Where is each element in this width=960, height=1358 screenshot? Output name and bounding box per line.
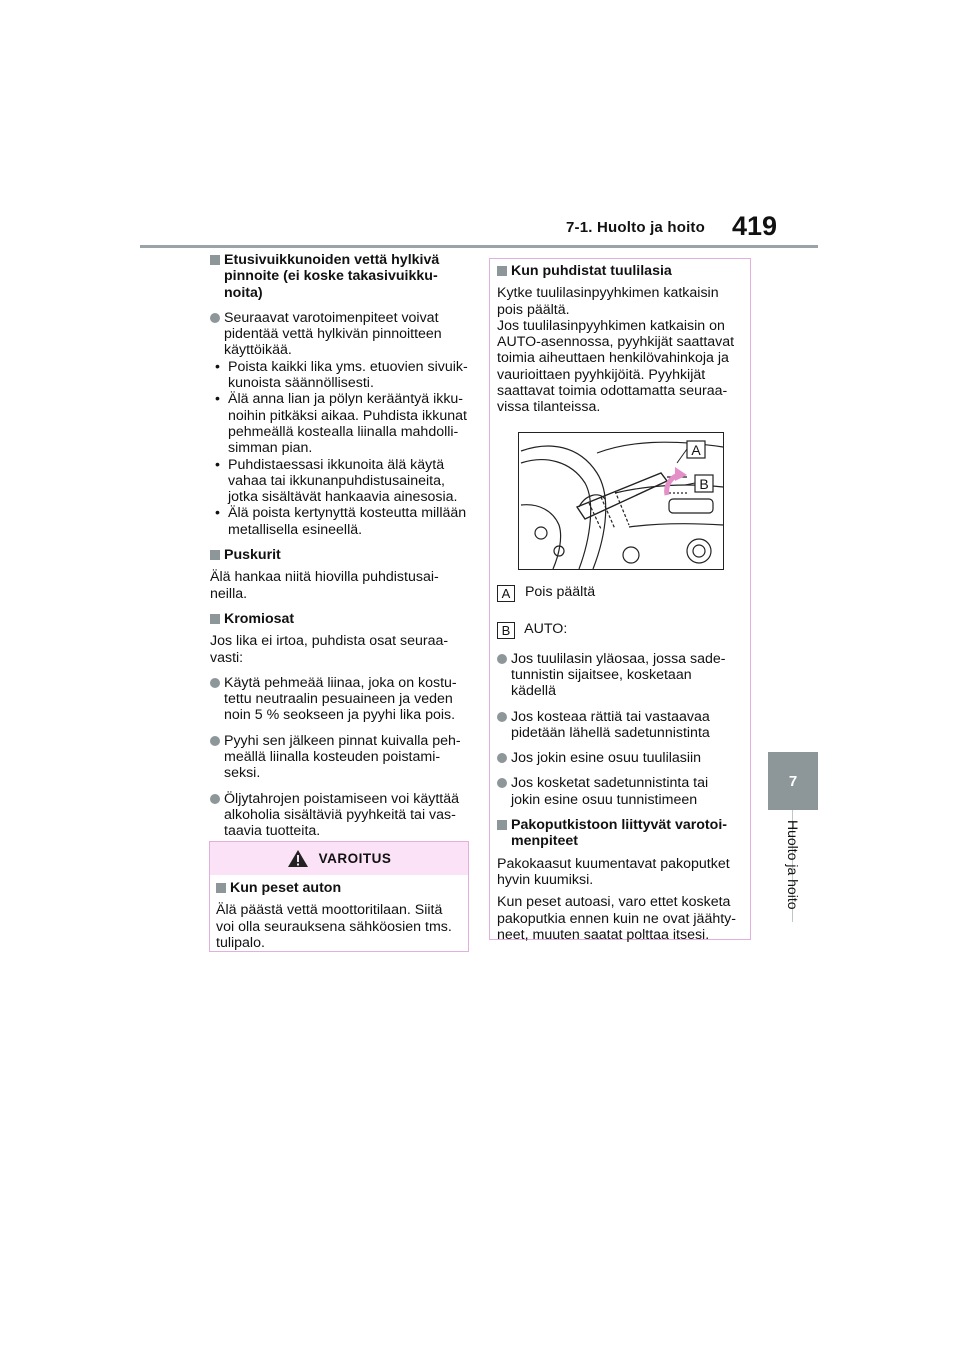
legend-label-box: B <box>497 622 515 639</box>
heading-line: pinnoite (ei koske takasivuikku- <box>224 268 438 285</box>
text-line: seksi. <box>224 765 261 782</box>
warning-title: VAROITUS <box>318 851 392 866</box>
text-line: Jos kosteaa rättiä tai vastaavaa <box>511 708 710 725</box>
bullet-item <box>210 791 468 840</box>
text-line: vissa tilanteissa. <box>497 399 601 416</box>
square-bullet-icon <box>497 266 507 276</box>
bullet-item <box>497 750 742 766</box>
heading-water-repellent <box>210 252 468 301</box>
text-line: Käytä pehmeää liinaa, joka on kostu- <box>224 674 457 691</box>
text-line: kädellä <box>511 683 556 700</box>
text-line: Kytke tuulilasinpyyhkimen katkaisin <box>497 285 719 302</box>
sub-item <box>210 391 468 456</box>
warning-body <box>210 875 468 951</box>
steering-column-drawing <box>519 433 723 569</box>
heading-line: noita) <box>224 284 263 301</box>
left-column <box>210 252 468 840</box>
text-line: Älä poista kertynyttä kosteutta millään <box>228 505 467 522</box>
text-line: alkoholia sisältäviä pyyhkeitä tai vas- <box>224 806 456 823</box>
circle-bullet-icon <box>497 778 507 788</box>
text-line: vaurioittaen pyyhkijöitä. Pyyhkijät <box>497 366 706 383</box>
text-line: noihin pitkäksi aikaa. Puhdista ikkunat <box>228 407 467 424</box>
bullet-item <box>210 675 468 724</box>
text-line: taavia tuotteita. <box>224 823 321 840</box>
heading-line: Kun peset auton <box>230 880 342 896</box>
warning-triangle-icon <box>287 849 309 868</box>
legend-text: Pois päältä <box>524 583 596 600</box>
header-rule <box>140 245 818 248</box>
square-bullet-icon <box>216 883 226 893</box>
text-line: saattavat toimia odottamatta seuraa- <box>497 383 728 400</box>
text-line: kunoista säännöllisesti. <box>228 375 374 392</box>
chapter-side-title: Huolto ja hoito <box>785 820 801 910</box>
square-bullet-icon <box>210 255 220 265</box>
heading-exhaust <box>497 817 742 850</box>
figure-label-b: B <box>699 475 709 492</box>
heading-line: Kromiosat <box>224 610 295 627</box>
text-line: Pakokaasut kuumentavat pakoputket <box>497 855 730 872</box>
bullet-item <box>497 775 742 808</box>
windshield-box <box>489 258 751 943</box>
text-line: neet, muuten saatat polttaa itsesi. <box>497 926 710 943</box>
sub-item <box>210 457 468 506</box>
circle-bullet-icon <box>210 736 220 746</box>
text-line: AUTO-asennossa, pyyhkijät saattavat <box>497 334 735 351</box>
heading-bumpers <box>210 547 468 563</box>
bullet-item <box>210 310 468 359</box>
figure-label-a: A <box>691 441 701 458</box>
square-bullet-icon <box>210 614 220 624</box>
text-line: toimia aiheuttaen henkilövahinkoja ja <box>497 350 729 367</box>
text-line: Jos tuulilasin yläosaa, jossa sade- <box>511 650 726 667</box>
text-line: Öljytahrojen poistamiseen voi käyttää <box>224 790 460 807</box>
small-bullet-icon: • <box>215 358 220 375</box>
section-title: 7-1. Huolto ja hoito <box>566 219 705 236</box>
text-line: Jos lika ei irtoa, puhdista osat seuraa- <box>210 633 449 650</box>
text-line: vasti: <box>210 649 244 666</box>
text-line: Kun peset autoasi, varo ettet kosketa <box>497 894 731 911</box>
heading-chrome <box>210 611 468 627</box>
text-line: vahaa tai ikkunanpuhdistusaineita, <box>228 472 445 489</box>
text-line: jotka sisältävät hankaavia ainesosia. <box>228 489 458 506</box>
text-line: Jos jokin esine osuu tuulilasiin <box>511 750 702 767</box>
circle-bullet-icon <box>497 654 507 664</box>
chapter-side-title-box <box>769 820 817 930</box>
sub-item <box>210 505 468 538</box>
text-line: Puhdistaessasi ikkunoita älä käytä <box>228 456 445 473</box>
warning-header <box>210 842 468 875</box>
sub-item <box>210 359 468 392</box>
text-line: käyttöikää. <box>224 342 292 359</box>
text-line: hyvin kuumiksi. <box>497 871 594 888</box>
text-line: Älä päästä vettä moottoritilaan. Siitä <box>216 902 443 919</box>
warning-box <box>209 841 469 952</box>
text-line: Älä hankaa niitä hiovilla puhdistusai- <box>210 569 439 586</box>
text-line: meällä liinalla kosteuden poistami- <box>224 749 441 766</box>
text-line: voi olla seurauksena sähköosien tms. <box>216 918 452 935</box>
legend-text: AUTO: <box>524 620 568 637</box>
small-bullet-icon: • <box>215 391 220 408</box>
text-line: pidentää vettä hylkivän pinnoitteen <box>224 326 442 343</box>
chapter-tab: 7 <box>768 752 818 810</box>
text-line: pidetään lähellä sadetunnistinta <box>511 724 710 741</box>
circle-bullet-icon <box>497 753 507 763</box>
text-line: tunnistin sijaitsee, kosketaan <box>511 666 692 683</box>
square-bullet-icon <box>210 550 220 560</box>
text-line: Pyyhi sen jälkeen pinnat kuivalla peh- <box>224 732 461 749</box>
circle-bullet-icon <box>210 313 220 323</box>
text-line: neilla. <box>210 585 248 602</box>
text-line: Älä anna lian ja pölyn kerääntyä ikku- <box>228 391 464 408</box>
heading-line: Etusivuikkunoiden vettä hylkivä <box>224 252 440 268</box>
text-line: pakoputkia ennen kuin ne ovat jäähty- <box>497 910 736 927</box>
heading-line: Pakoputkistoon liittyvät varotoi- <box>511 817 727 834</box>
text-line: pois päältä. <box>497 301 570 318</box>
legend-label-box: A <box>497 585 515 602</box>
small-bullet-icon: • <box>215 505 220 522</box>
warning-heading <box>216 880 462 896</box>
text-line: simman pian. <box>228 440 313 457</box>
circle-bullet-icon <box>497 712 507 722</box>
heading-line: Puskurit <box>224 547 281 564</box>
square-bullet-icon <box>497 820 507 830</box>
text-line: noin 5 % seokseen ja pyyhi lika pois. <box>224 707 456 724</box>
text-line: Jos tuulilasinpyyhkimen katkaisin on <box>497 317 725 334</box>
text-line: metallisella esineellä. <box>228 521 363 538</box>
text-line: tettu neutraalin pesuaineen ja veden <box>224 691 453 708</box>
bullet-item <box>497 651 742 700</box>
legend-item-a <box>497 584 742 602</box>
text-line: jokin esine osuu tunnistimeen <box>511 791 698 808</box>
heading-line: menpiteet <box>511 833 579 850</box>
circle-bullet-icon <box>210 794 220 804</box>
page-number: 419 <box>732 211 778 241</box>
text-line: Seuraavat varotoimenpiteet voivat <box>224 309 439 326</box>
bullet-item <box>497 709 742 742</box>
text-line: pehmeällä kostealla liinalla mahdolli- <box>228 423 459 440</box>
bullet-item <box>210 733 468 782</box>
heading-line: Kun puhdistat tuulilasia <box>511 263 672 279</box>
text-line: Poista kaikki lika yms. etuovien sivuik- <box>228 358 468 375</box>
heading-windshield <box>497 263 742 279</box>
small-bullet-icon: • <box>215 456 220 473</box>
text-line: Jos kosketat sadetunnistinta tai <box>511 775 709 792</box>
text-line: tulipalo. <box>216 934 265 951</box>
legend-item-b <box>497 621 742 639</box>
wiper-switch-illustration <box>518 432 724 570</box>
circle-bullet-icon <box>210 678 220 688</box>
